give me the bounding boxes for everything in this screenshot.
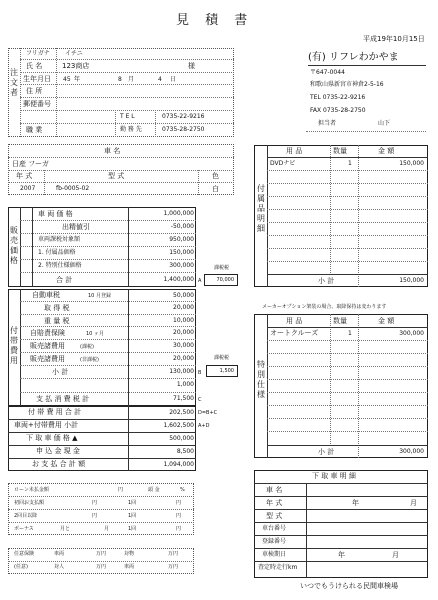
birth-day-unit: 日: [170, 76, 177, 83]
fee-subtotal-marker: B: [198, 370, 202, 376]
vehicle-header: 車 名: [104, 147, 121, 155]
address-label: 住 所: [26, 87, 43, 95]
vehicle-model-label: 型 式: [108, 172, 125, 180]
vehicle-color-value: 白: [212, 185, 219, 193]
fee-row-value: 10,000: [173, 317, 194, 324]
vehicle-year-value: 2007: [20, 185, 36, 192]
insurance-cell: 万円: [96, 551, 107, 557]
tradein-chassis-label: 車台番号: [262, 525, 287, 532]
company-tel: TEL 0735-22-9216: [310, 94, 366, 101]
loan-cell: 頭 金: [148, 487, 160, 493]
fee-row-note: (非課税): [80, 357, 99, 363]
staff-label: 担当者: [318, 120, 337, 127]
accessory-item-name: DVDナビ: [270, 160, 296, 167]
birth-year-unit: 年: [74, 76, 81, 83]
sales-row-label: 1. 付属品価格: [38, 249, 76, 256]
company-name: (有) リフレわかやま: [308, 52, 399, 63]
fee-subtotal-value: 130,000: [169, 368, 194, 375]
loan-cell: 1回: [128, 500, 137, 506]
sales-side-label: 販売価格: [10, 226, 18, 265]
issue-date: 平成19年10月15日: [363, 35, 425, 43]
fee-row-label: 重 量 税: [44, 317, 70, 325]
loan-cell: ローン未払金額: [14, 487, 49, 493]
sales-total-value: 1,400,000: [163, 276, 194, 283]
fee-row-note: (課税): [80, 344, 94, 350]
grand-total-value: 1,094,000: [163, 461, 194, 468]
total-row-label: 車両+付帯費用 小計: [14, 421, 79, 429]
insurance-cell: 車両: [54, 551, 65, 557]
accessory-item-amount: 150,000: [399, 160, 424, 167]
tel-value: 0735-22-9216: [162, 113, 205, 120]
insurance-cell: 万円: [96, 564, 107, 570]
insurance-cell: 対人: [54, 564, 65, 570]
insurance-cell: (任意): [14, 564, 28, 570]
option-item-qty: 1: [348, 330, 352, 337]
loan-cell: 円: [176, 500, 182, 506]
fee-row-value: 30,000: [173, 342, 194, 349]
fee-blank-value: 1,000: [176, 381, 194, 388]
furigana-label: フリガナ: [26, 50, 50, 57]
tradein-reg-label: 登録番号: [262, 538, 287, 545]
vehicle-name-value: 日産 フーガ: [12, 160, 49, 168]
name-label: 氏 名: [26, 62, 43, 70]
furigana-value: イチニ: [65, 50, 83, 57]
tradein-mileage-label: 査定時走行km: [258, 564, 298, 571]
sales-row-value: -50,000: [170, 223, 194, 230]
option-item-amount: 300,000: [399, 330, 424, 337]
accessories-col-item: 用 品: [286, 147, 303, 155]
total-row-value: 202,500: [169, 409, 194, 416]
tradein-inspect-label: 車検期日: [262, 551, 287, 558]
loan-cell: 円: [176, 513, 182, 519]
tradein-name-label: 車 名: [266, 486, 283, 494]
accessories-side-label: 付属品明細: [257, 184, 265, 233]
page-title: 見 積 書: [176, 13, 254, 28]
birth-month-unit: 月: [128, 76, 135, 83]
insurance-cell: 対物: [124, 551, 135, 557]
total-row-value: 500,000: [169, 435, 194, 442]
accessories-col-qty: 数量: [333, 147, 347, 155]
insurance-cell: 万円: [168, 551, 179, 557]
vehicle-year-label: 年 式: [16, 172, 33, 180]
loan-cell: 月と: [60, 526, 71, 532]
sales-tax-value: 70,000: [216, 277, 234, 283]
birth-label: 生年月日: [23, 75, 51, 83]
total-row-value: 1,602,500: [163, 422, 194, 429]
sales-row-label: 出精値引: [62, 223, 90, 231]
postal-label: 郵便番号: [23, 100, 51, 108]
total-row-marker: A+D: [198, 423, 210, 429]
loan-cell: 円: [92, 513, 98, 519]
name-suffix: 様: [188, 62, 195, 70]
tradein-month-unit: 月: [410, 499, 417, 507]
staff-name: 山下: [378, 120, 391, 127]
loan-cell: 円: [176, 526, 182, 532]
total-row-value: 8,500: [176, 448, 194, 455]
options-col-item: 用 品: [286, 317, 303, 325]
total-row-marker: D=B+C: [198, 410, 218, 416]
fee-row-note: 10 ヶ月: [86, 331, 104, 337]
total-row-label: 申 込 金 現 金: [36, 447, 80, 455]
sales-block: [8, 207, 196, 287]
insurance-cell: 任意保険: [14, 551, 35, 557]
company-postal: 〒647-0044: [310, 69, 345, 76]
fee-row-value: 20,000: [173, 329, 194, 336]
options-subtotal-label: 小 計: [318, 448, 335, 456]
loan-cell: 円: [92, 500, 98, 506]
company-fax: FAX 0735-28-2750: [310, 107, 366, 114]
fee-row-value: 20,000: [173, 355, 194, 362]
tradein-year-label: 年 式: [266, 499, 283, 507]
fee-subtotal-label: 小 計: [52, 368, 69, 376]
company-address: 和歌山県新宮市神倉2-5-16: [310, 81, 384, 88]
sales-row-label: 車両課税対象額: [38, 236, 81, 243]
sales-row-value: 950,000: [169, 236, 194, 243]
fee-tax-value: 1,500: [219, 368, 234, 374]
consumption-tax-label: 支 払 消 費 税 計: [36, 395, 90, 403]
fee-row-value: 50,000: [173, 292, 194, 299]
birth-month: 8: [118, 76, 122, 83]
footer-tagline: いつでもうけられる民間車検場: [300, 582, 398, 590]
grand-total-label: お 支 払 合 計 額: [32, 460, 86, 468]
options-subtotal-value: 300,000: [399, 448, 424, 455]
birth-year: 45: [63, 76, 71, 83]
sales-row-label: 車 両 価 格: [38, 210, 73, 218]
consumption-tax-marker: C: [198, 397, 202, 403]
vehicle-color-label: 色: [212, 172, 219, 180]
loan-cell: 円: [118, 487, 124, 493]
tradein-model-label: 型 式: [266, 512, 283, 520]
sales-total-marker: A: [198, 278, 202, 284]
fee-row-note: 10 月登録: [88, 293, 111, 299]
fee-row-label: 販売諸費用: [30, 355, 65, 363]
tel-label: T E L: [120, 113, 135, 120]
accessories-col-amount: 金 額: [378, 147, 395, 155]
fee-row-label: 自動車税: [32, 291, 60, 299]
options-note: メーカーオプション架装の場合、取降保持は変わります: [262, 304, 387, 310]
loan-cell: %: [180, 487, 185, 493]
work-value: 0735-28-2750: [162, 126, 205, 133]
insurance-cell: 車両: [124, 564, 135, 570]
fees-side-label: 付帯費用: [10, 326, 18, 365]
vehicle-model-value: fb-0005-02: [56, 185, 90, 192]
tradein-inspect-month-unit: 月: [392, 551, 399, 559]
tradein-year-unit: 年: [352, 499, 359, 507]
consumption-tax-value: 71,500: [173, 395, 194, 402]
loan-cell: 初回お支払額: [14, 500, 45, 506]
loan-cell: 2回目以降: [14, 513, 38, 519]
loan-cell: 1回: [128, 513, 137, 519]
sales-row-value: 150,000: [169, 249, 194, 256]
accessory-item-qty: 1: [348, 160, 352, 167]
sales-tax-label: 課税税: [214, 265, 230, 271]
fee-row-label: 販売諸費用: [30, 342, 65, 350]
work-label: 勤 務 先: [120, 126, 142, 133]
options-side-label: 特別仕様: [257, 360, 265, 399]
loan-cell: 1回: [128, 526, 137, 532]
tradein-inspect-year-unit: 年: [338, 551, 345, 559]
accessories-subtotal-value: 150,000: [399, 277, 424, 284]
birth-day: 4: [158, 76, 162, 83]
fee-row-label: 取 得 税: [44, 304, 70, 312]
insurance-cell: 万円: [168, 564, 179, 570]
options-col-qty: 数量: [333, 317, 347, 325]
sales-row-label: 2. 特別仕様価格: [38, 262, 82, 269]
accessories-subtotal-label: 小 計: [318, 277, 335, 285]
fee-row-label: 自賠責保険: [30, 329, 65, 337]
loan-cell: ボーナス: [14, 526, 34, 532]
customer-side-label: 注文者: [10, 68, 18, 97]
loan-cell: 月: [104, 526, 110, 532]
total-row-label: 下 取 車 価 格 ▲: [26, 434, 78, 442]
tradein-title: 下 取 車 明 細: [312, 472, 356, 480]
name-value: 123商店: [62, 62, 90, 70]
sales-total-label: 合 計: [56, 276, 73, 284]
options-col-amount: 金 額: [378, 317, 395, 325]
job-label: 職 業: [26, 126, 43, 134]
total-row-label: 付 帯 費 用 合 計: [28, 408, 82, 416]
fee-row-value: 20,000: [173, 304, 194, 311]
sales-row-value: 300,000: [169, 262, 194, 269]
fee-tax-label: 課税税: [214, 355, 230, 361]
sales-row-value: 1,000,000: [163, 210, 194, 217]
option-item-name: オートクルーズ: [270, 329, 319, 337]
